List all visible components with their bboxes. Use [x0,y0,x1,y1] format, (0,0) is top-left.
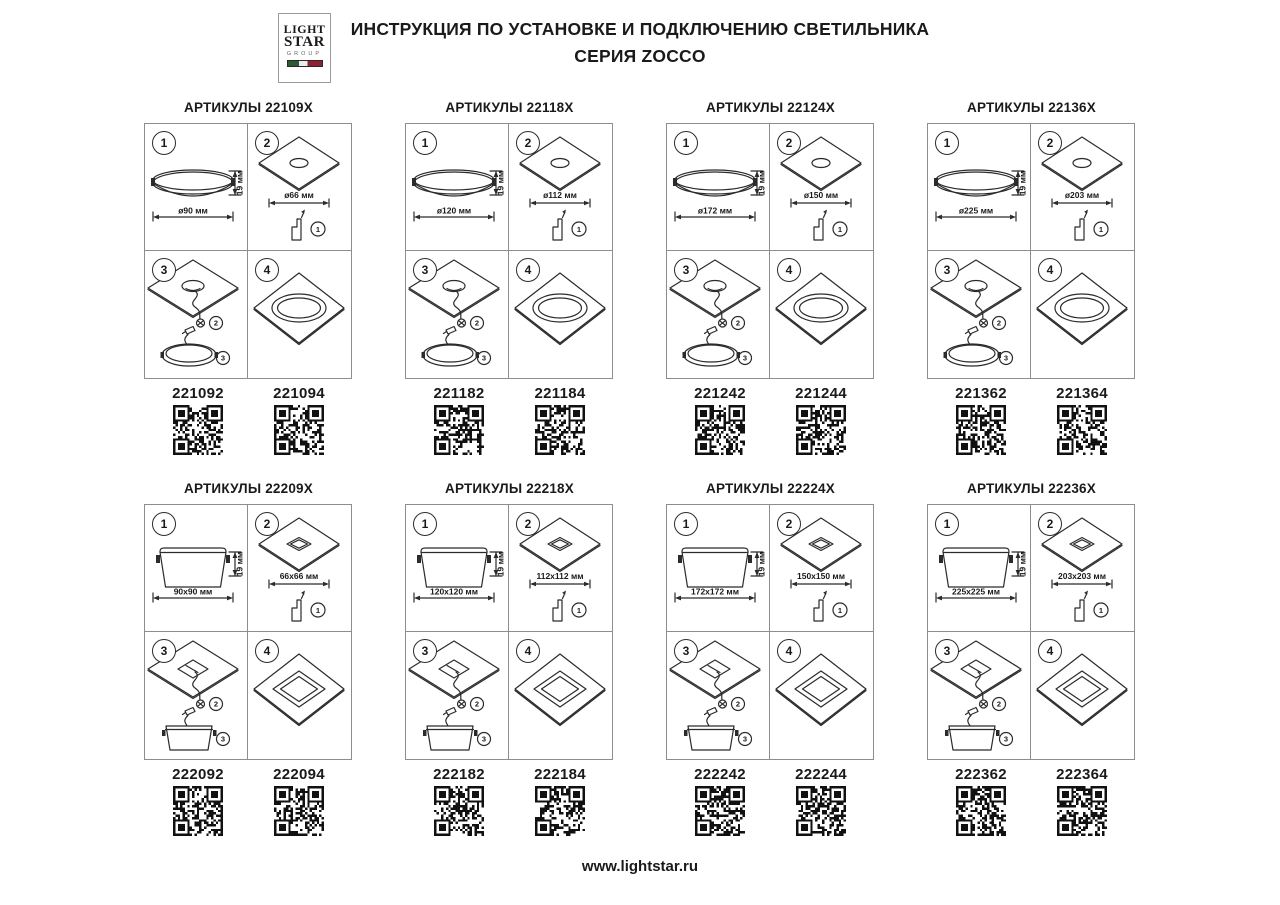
overall-dimension [936,587,1016,603]
svg-text:1: 1 [576,605,582,615]
logo-text-light: LIGHT [283,22,326,36]
step-1-cell [145,124,248,251]
svg-text:19 мм: 19 мм [495,170,506,196]
article-item [251,385,347,455]
article-list [144,766,353,836]
svg-text:19 мм: 19 мм [234,551,245,577]
step-number-badge: 2 [255,512,279,536]
step-4-cell [509,632,612,759]
logo-text-star: STAR [284,34,325,50]
article-item [512,766,608,836]
article-item [411,385,507,455]
square-fixture-drawing [684,726,739,750]
step-2-cell [509,505,612,632]
article-number: 221364 [1056,385,1108,402]
step-number-badge: 3 [674,258,698,282]
svg-text:3: 3 [481,734,487,744]
step-4-cell [770,251,873,378]
wire-connector [197,319,205,327]
round-fixture-drawing [412,170,496,196]
square-fixture-drawing [939,548,1013,587]
step-number-badge: 2 [777,131,801,155]
svg-text:3: 3 [742,353,748,363]
height-dimension [1012,552,1028,576]
square-fixture-drawing [423,726,478,750]
step-ref-1-badge [833,222,847,236]
step-4-cell [770,632,873,759]
step-number-badge: 4 [255,639,279,663]
qr-code [672,405,768,455]
mounting-bracket-icon [292,591,305,622]
qr-code [933,786,1029,836]
panel-title: АРТИКУЛЫ 22224X [706,481,835,496]
article-number: 221094 [273,385,325,402]
svg-text:19 мм: 19 мм [1017,170,1028,196]
svg-text:ø172 мм: ø172 мм [697,205,733,216]
installation-steps-grid [144,123,352,379]
installation-steps-grid [927,123,1135,379]
logo-text-group: GROUP [286,51,323,57]
qr-code [1034,786,1130,836]
panel-22124x [666,100,875,455]
step-2-cell [248,505,351,632]
article-list [405,766,614,836]
square-fixture-drawing [678,548,752,587]
square-fixture-drawing [417,548,491,587]
panel-22236x [927,481,1136,836]
step-ref-1-badge [572,603,586,617]
article-item [150,766,246,836]
svg-text:1: 1 [576,224,582,234]
svg-text:ø225 мм: ø225 мм [958,205,994,216]
svg-text:2: 2 [474,318,480,328]
ceiling-panel-drawing [776,654,866,726]
step-ref-2-badge [471,317,484,330]
step-number-badge: 1 [152,512,176,536]
installation-steps-grid [666,123,874,379]
step-number-badge: 4 [1038,258,1062,282]
svg-text:19 мм: 19 мм [1017,551,1028,577]
svg-text:1: 1 [315,224,321,234]
overall-dimension [414,206,494,222]
cutout-dimension [791,571,851,588]
cutout-dimension [791,190,851,207]
panel-22224x [666,481,875,836]
step-number-badge: 3 [152,258,176,282]
step-3-cell [928,251,1031,378]
round-fixture-drawing [161,344,219,366]
step-1-cell [667,505,770,632]
cutout-dimension [1052,190,1112,207]
page-title-line1: ИНСТРУКЦИЯ ПО УСТАНОВКЕ И ПОДКЛЮЧЕНИЮ СВЕТИЛЬНИКА [350,19,930,39]
svg-text:2: 2 [996,318,1002,328]
svg-text:ø120 мм: ø120 мм [436,205,472,216]
installation-steps-grid [405,504,613,760]
step-ref-2-badge [210,698,223,711]
article-number: 222094 [273,766,325,783]
step-ref-1-badge [1094,222,1108,236]
lightstar-logo [278,13,331,83]
qr-code [773,405,869,455]
step-1-cell [928,505,1031,632]
step-number-badge: 2 [1038,512,1062,536]
panel-22209x [144,481,353,836]
installation-steps-grid [405,123,613,379]
step-ref-3-badge [217,733,230,746]
square-fixtures-section [0,481,1280,836]
step-3-cell [667,632,770,759]
ceiling-panel-drawing [1037,654,1127,726]
article-number: 221092 [172,385,224,402]
mounting-bracket-icon [553,210,566,241]
panel-22218x [405,481,614,836]
article-item [933,385,1029,455]
ceiling-panel-drawing [515,654,605,726]
svg-text:2: 2 [735,318,741,328]
cutout-dimension [269,190,329,207]
step-ref-1-badge [572,222,586,236]
qr-code [512,786,608,836]
svg-text:112x112 мм: 112x112 мм [536,571,584,581]
step-number-badge: 1 [674,512,698,536]
article-list [144,385,353,455]
overall-dimension [675,587,755,603]
svg-text:3: 3 [220,734,226,744]
step-number-badge: 3 [413,639,437,663]
overall-dimension [675,206,755,222]
step-ref-2-badge [732,317,745,330]
step-ref-2-badge [732,698,745,711]
step-number-badge: 3 [935,258,959,282]
mounting-bracket-icon [553,591,566,622]
mounting-bracket-icon [1075,591,1088,622]
step-ref-1-badge [311,603,325,617]
article-list [666,385,875,455]
step-ref-2-badge [993,698,1006,711]
step-ref-2-badge [993,317,1006,330]
article-number: 222182 [433,766,485,783]
panel-22109x [144,100,353,455]
installation-steps-grid [666,504,874,760]
cutout-dimension [1052,571,1112,588]
article-number: 221362 [955,385,1007,402]
round-fixture-drawing [944,344,1002,366]
panel-title: АРТИКУЛЫ 22109X [184,100,313,115]
svg-text:3: 3 [220,353,226,363]
svg-text:ø66 мм: ø66 мм [284,190,314,200]
article-number: 222184 [534,766,586,783]
cutout-dimension [530,190,590,207]
article-number: 221182 [433,385,485,402]
step-4-cell [1031,251,1134,378]
svg-text:120x120 мм: 120x120 мм [429,586,479,597]
cutout-dimension [530,571,590,588]
svg-text:150x150 мм: 150x150 мм [796,571,846,581]
panel-title: АРТИКУЛЫ 22124X [706,100,835,115]
round-fixture-drawing [422,344,480,366]
header [0,0,1280,94]
article-list [927,385,1136,455]
svg-text:1: 1 [837,605,843,615]
step-ref-2-badge [471,698,484,711]
wire-connector [719,700,727,708]
round-fixture-drawing [934,170,1018,196]
step-ref-3-badge [1000,733,1013,746]
installation-steps-grid [144,504,352,760]
overall-dimension [414,587,494,603]
logo-flag-stripe [287,60,323,67]
step-number-badge: 4 [1038,639,1062,663]
qr-code [251,405,347,455]
svg-text:172x172 мм: 172x172 мм [690,586,740,597]
overall-dimension [153,206,233,222]
mounting-bracket-icon [292,210,305,241]
article-item [251,766,347,836]
svg-text:1: 1 [315,605,321,615]
page-title [0,16,1280,70]
wire-plug [444,327,457,347]
panels-row-bottom [0,481,1280,836]
step-number-badge: 3 [152,639,176,663]
article-item [672,385,768,455]
article-number: 222242 [694,766,746,783]
wire-connector [980,319,988,327]
step-2-cell [770,124,873,251]
step-4-cell [248,251,351,378]
panel-title: АРТИКУЛЫ 22218X [445,481,574,496]
step-number-badge: 2 [777,512,801,536]
svg-text:ø90 мм: ø90 мм [178,205,208,216]
height-dimension [751,552,767,576]
step-1-cell [145,505,248,632]
wire-connector [197,700,205,708]
article-item [773,385,869,455]
step-number-badge: 4 [777,639,801,663]
wire-plug [705,708,718,728]
step-number-badge: 2 [255,131,279,155]
wire-connector [458,700,466,708]
step-4-cell [1031,632,1134,759]
article-item [411,766,507,836]
article-list [666,766,875,836]
svg-text:3: 3 [1003,353,1009,363]
panel-22136x [927,100,1136,455]
svg-text:3: 3 [481,353,487,363]
panels-row-top [0,100,1280,455]
article-item [150,385,246,455]
article-item [773,766,869,836]
svg-text:1: 1 [1098,224,1104,234]
step-number-badge: 3 [935,639,959,663]
article-item [933,766,1029,836]
step-ref-3-badge [1000,352,1013,365]
step-4-cell [248,632,351,759]
svg-text:19 мм: 19 мм [495,551,506,577]
svg-text:225x225 мм: 225x225 мм [951,586,1001,597]
ceiling-panel-drawing [1037,273,1127,345]
svg-text:1: 1 [1098,605,1104,615]
article-number: 222364 [1056,766,1108,783]
svg-text:3: 3 [1003,734,1009,744]
step-ref-2-badge [210,317,223,330]
qr-code [150,405,246,455]
ceiling-panel-drawing [254,273,344,345]
wire-plug [966,327,979,347]
step-3-cell [145,251,248,378]
step-2-cell [1031,505,1134,632]
overall-dimension [936,206,1016,222]
qr-code [150,786,246,836]
svg-text:19 мм: 19 мм [756,551,767,577]
step-number-badge: 2 [516,131,540,155]
step-number-badge: 3 [413,258,437,282]
step-2-cell [1031,124,1134,251]
svg-text:1: 1 [837,224,843,234]
article-number: 221242 [694,385,746,402]
panel-title: АРТИКУЛЫ 22209X [184,481,313,496]
step-1-cell [406,124,509,251]
step-number-badge: 2 [516,512,540,536]
wire-connector [719,319,727,327]
round-fixtures-section [0,100,1280,455]
step-number-badge: 3 [674,639,698,663]
square-fixture-drawing [945,726,1000,750]
svg-text:19 мм: 19 мм [756,170,767,196]
svg-text:66x66 мм: 66x66 мм [279,571,319,581]
svg-text:90x90 мм: 90x90 мм [173,586,213,597]
step-number-badge: 1 [935,512,959,536]
step-1-cell [667,124,770,251]
mounting-bracket-icon [814,591,827,622]
svg-text:2: 2 [213,699,219,709]
step-3-cell [667,251,770,378]
qr-code [933,405,1029,455]
svg-text:ø203 мм: ø203 мм [1064,190,1100,200]
article-item [512,385,608,455]
overall-dimension [153,587,233,603]
step-number-badge: 1 [413,131,437,155]
article-number: 222244 [795,766,847,783]
article-number: 221184 [534,385,586,402]
qr-code [1034,405,1130,455]
square-fixture-drawing [156,548,230,587]
step-number-badge: 4 [516,258,540,282]
step-number-badge: 1 [413,512,437,536]
wire-connector [458,319,466,327]
svg-text:203x203 мм: 203x203 мм [1057,571,1107,581]
step-ref-3-badge [217,352,230,365]
panel-title: АРТИКУЛЫ 22136X [967,100,1096,115]
website-url: www.lightstar.ru [581,858,699,875]
step-number-badge: 4 [516,639,540,663]
wire-connector [980,700,988,708]
step-3-cell [406,251,509,378]
step-number-badge: 4 [777,258,801,282]
step-3-cell [145,632,248,759]
step-1-cell [928,124,1031,251]
installation-steps-grid [927,504,1135,760]
svg-text:2: 2 [474,699,480,709]
step-number-badge: 1 [674,131,698,155]
wire-plug [705,327,718,347]
step-ref-3-badge [739,352,752,365]
square-fixture-drawing [162,726,217,750]
article-list [405,385,614,455]
svg-text:3: 3 [742,734,748,744]
wire-plug [444,708,457,728]
wire-plug [183,327,196,347]
qr-code [672,786,768,836]
page-title-line2: СЕРИЯ ZOCCO [574,46,706,66]
step-number-badge: 4 [255,258,279,282]
step-ref-1-badge [833,603,847,617]
panel-22118x [405,100,614,455]
qr-code [411,786,507,836]
article-list [927,766,1136,836]
mounting-bracket-icon [1075,210,1088,241]
step-ref-3-badge [478,352,491,365]
article-number: 222092 [172,766,224,783]
panel-title: АРТИКУЛЫ 22236X [967,481,1096,496]
qr-code [512,405,608,455]
ceiling-panel-drawing [515,273,605,345]
step-2-cell [509,124,612,251]
ceiling-panel-drawing [254,654,344,726]
step-1-cell [406,505,509,632]
qr-code [251,786,347,836]
svg-text:ø150 мм: ø150 мм [803,190,839,200]
article-item [1034,766,1130,836]
step-ref-3-badge [478,733,491,746]
step-number-badge: 1 [152,131,176,155]
step-number-badge: 2 [1038,131,1062,155]
svg-text:2: 2 [996,699,1002,709]
article-number: 221244 [795,385,847,402]
step-3-cell [406,632,509,759]
height-dimension [490,552,506,576]
step-2-cell [770,505,873,632]
wire-plug [183,708,196,728]
wire-plug [966,708,979,728]
qr-code [411,405,507,455]
svg-text:ø112 мм: ø112 мм [543,190,577,200]
step-2-cell [248,124,351,251]
ceiling-panel-drawing [776,273,866,345]
svg-text:2: 2 [735,699,741,709]
svg-text:19 мм: 19 мм [234,170,245,196]
svg-text:2: 2 [213,318,219,328]
article-number: 222362 [955,766,1007,783]
round-fixture-drawing [683,344,741,366]
article-item [672,766,768,836]
step-4-cell [509,251,612,378]
step-ref-1-badge [1094,603,1108,617]
cutout-dimension [269,571,329,588]
step-3-cell [928,632,1031,759]
step-ref-1-badge [311,222,325,236]
article-item [1034,385,1130,455]
round-fixture-drawing [673,170,757,196]
panel-title: АРТИКУЛЫ 22118X [445,100,574,115]
step-number-badge: 1 [935,131,959,155]
round-fixture-drawing [151,170,235,196]
mounting-bracket-icon [814,210,827,241]
step-ref-3-badge [739,733,752,746]
qr-code [773,786,869,836]
height-dimension [229,552,245,576]
